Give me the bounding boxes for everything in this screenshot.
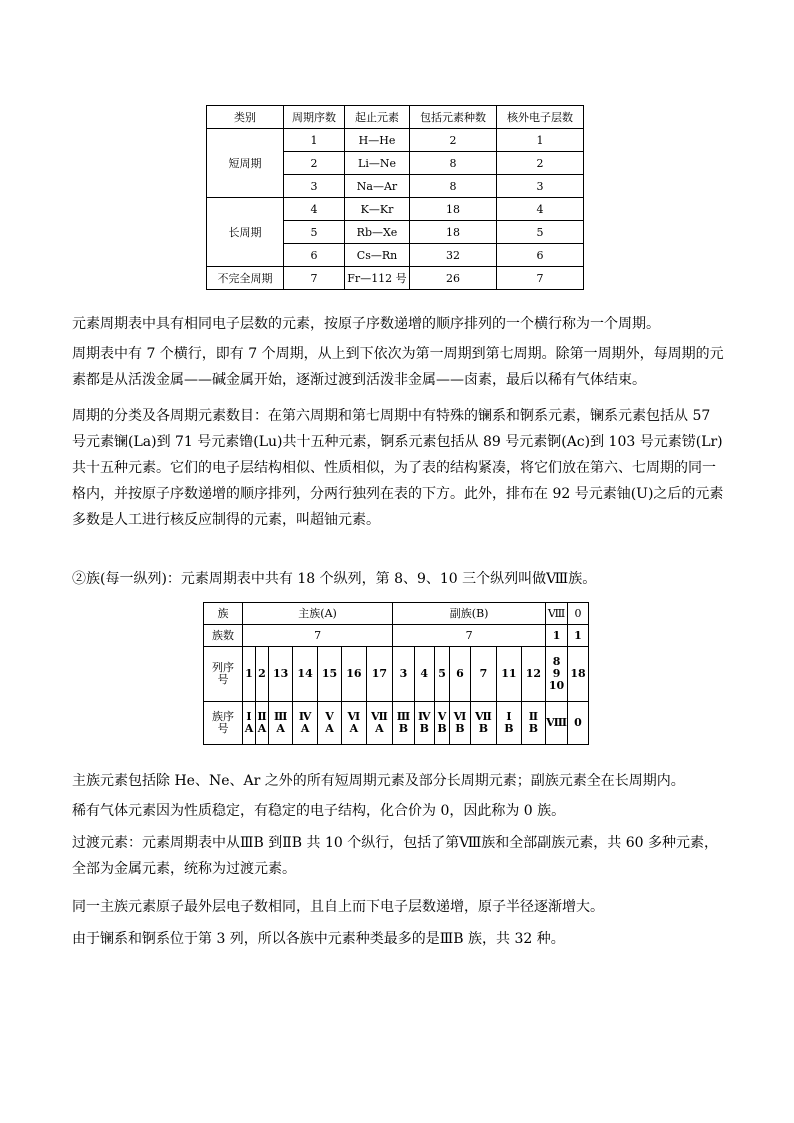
table-cell: 0 [568, 702, 589, 745]
table-cell: 18 [410, 198, 497, 221]
table-cell [366, 702, 393, 745]
table-cell [470, 702, 497, 745]
table-cell: Ⅷ [546, 702, 568, 745]
table-cell: H—He [345, 129, 410, 152]
table-cell: 5 [497, 221, 584, 244]
table-row [204, 603, 589, 625]
table-row [204, 702, 589, 745]
group-table [203, 602, 589, 745]
table-cell [393, 702, 415, 745]
table-cell [497, 702, 521, 745]
table-cell: 4 [497, 198, 584, 221]
table-cell: 16 [342, 647, 366, 702]
cell-text: Ⅰ [246, 710, 252, 723]
table-cell: 族 [204, 603, 243, 625]
table-row [207, 198, 584, 221]
table-cell [342, 702, 366, 745]
table-cell: Rb—Xe [345, 221, 410, 244]
table-cell: 2 [497, 152, 584, 175]
table-cell [450, 702, 470, 745]
table-cell: 5 [434, 647, 449, 702]
cell-text: A [325, 722, 334, 735]
cell-text: Ⅰ [506, 710, 512, 723]
cell-text: 号 [217, 673, 229, 686]
header-cell: 周期序数 [284, 106, 345, 129]
cell-text: B [455, 722, 465, 735]
table-cell [317, 702, 341, 745]
table-cell: 26 [410, 267, 497, 290]
table-cell [521, 702, 545, 745]
table-cell: 3 [284, 175, 345, 198]
cell-text: A [244, 722, 254, 735]
table-cell: 17 [366, 647, 393, 702]
table-cell: Ⅷ [546, 603, 568, 625]
paragraph: 周期表中有 7 个横行，即有 7 个周期，从上到下依次为第一周期到第七周期。除第一周期外，每周期的元素都是从活泼金属——碱金属开始，逐渐过渡到活泼非金属——卤素，最后以稀有气体结束。 [72, 346, 724, 388]
table-cell: 11 [497, 647, 521, 702]
table-cell [293, 702, 317, 745]
table-cell: Cs—Rn [345, 244, 410, 267]
table-cell: 6 [284, 244, 345, 267]
table-cell: 13 [269, 647, 293, 702]
table-cell: 12 [521, 647, 545, 702]
category-cell: 短周期 [207, 129, 284, 198]
table-cell: 1 [243, 647, 256, 702]
table-cell: 8 [410, 152, 497, 175]
cell-text: B [478, 722, 489, 735]
table-cell: 6 [497, 244, 584, 267]
cell-text: Ⅴ [437, 710, 447, 723]
table-cell: 副族(B) [393, 603, 546, 625]
cell-text: Ⅵ [453, 710, 467, 723]
cell-text: B [419, 722, 429, 735]
paragraph: 同一主族元素原子最外层电子数相同，且自上而下电子层数递增，原子半径逐渐增大。 [72, 899, 604, 915]
table-cell: 4 [414, 647, 434, 702]
table-cell: 7 [497, 267, 584, 290]
table-cell [546, 647, 568, 702]
cell-text: 8 [552, 655, 561, 668]
table-header-row [207, 106, 584, 129]
table-cell [256, 702, 269, 745]
cell-text: 10 [548, 679, 565, 692]
table-cell: Li—Ne [345, 152, 410, 175]
period-table [206, 105, 584, 290]
table-cell: 0 [568, 603, 589, 625]
table-cell: 2 [256, 647, 269, 702]
cell-text: A [257, 722, 267, 735]
table-cell: 1 [546, 625, 568, 647]
cell-text: A [375, 722, 384, 735]
category-cell: 长周期 [207, 198, 284, 267]
cell-text: Ⅳ [298, 710, 312, 723]
cell-text: 族序 [212, 710, 234, 723]
cell-text: B [504, 722, 514, 735]
paragraph: 稀有气体元素因为性质稳定，有稳定的电子结构，化合价为 0，因此称为 0 族。 [72, 803, 566, 819]
header-cell: 类别 [207, 106, 284, 129]
header-cell: 包括元素种数 [410, 106, 497, 129]
table-cell: 7 [284, 267, 345, 290]
cell-text: Ⅲ [396, 710, 411, 723]
cell-text: A [349, 722, 359, 735]
cell-text: B [398, 722, 409, 735]
cell-text: Ⅵ [347, 710, 361, 723]
table-cell: 3 [393, 647, 415, 702]
header-cell: 核外电子层数 [497, 106, 584, 129]
table-cell: 1 [568, 625, 589, 647]
cell-text: 号 [217, 722, 229, 735]
table-cell: 族数 [204, 625, 243, 647]
paragraph: 过渡元素：元素周期表中从ⅢB 到ⅡB 共 10 个纵行，包括了第Ⅷ族和全部副族元素，共 60 多种元素，全部为金属元素，统称为过渡元素。 [72, 835, 718, 877]
table-cell: 7 [243, 625, 393, 647]
table-cell: 1 [497, 129, 584, 152]
header-cell: 起止元素 [345, 106, 410, 129]
paragraph: ②族(每一纵列)：元素周期表中共有 18 个纵列，第 8、9、10 三个纵列叫做Ⅷ族。 [72, 571, 597, 587]
table-cell: 3 [497, 175, 584, 198]
table-cell: 6 [450, 647, 470, 702]
table-cell: 主族(A) [243, 603, 393, 625]
table-cell [204, 702, 243, 745]
table-cell [243, 702, 256, 745]
table-cell [414, 702, 434, 745]
cell-text: Ⅶ [370, 710, 388, 723]
cell-text: A [276, 722, 285, 735]
table-cell: 7 [393, 625, 546, 647]
table-cell: 18 [568, 647, 589, 702]
table-cell: 5 [284, 221, 345, 244]
category-cell: 不完全周期 [207, 267, 284, 290]
table-row [204, 647, 589, 702]
table-cell: 2 [284, 152, 345, 175]
cell-text: Ⅲ [273, 710, 288, 723]
paragraph: 周期的分类及各周期元素数目：在第六周期和第七周期中有特殊的镧系和锕系元素，镧系元素包括从 57 号元素镧(La)到 71 号元素镥(Lu)共十五种元素，锕系元素包括从 89 号元素锕(Ac)到 103 号元素铹(Lr)共十五种元素。它们的电子层结构相似、性质相似，为了表的结构紧凑，将它们放在第六、七周期的同一格内，并按原子序数递增的顺序排列，分两行独列在表的下方。此外，排布在 92 号元素铀(U)之后的元素多数是人工进行核反应制得的元素，叫超铀元素。 [72, 408, 724, 528]
cell-text: Ⅱ [528, 710, 538, 723]
cell-text: A [300, 722, 310, 735]
paragraph: 主族元素包括除 He、Ne、Ar 之外的所有短周期元素及部分长周期元素；副族元素全在长周期内。 [72, 773, 685, 789]
table-cell: 18 [410, 221, 497, 244]
table-cell [269, 702, 293, 745]
table-cell: 4 [284, 198, 345, 221]
table-cell: 14 [293, 647, 317, 702]
table-cell: Na—Ar [345, 175, 410, 198]
table-cell: 7 [470, 647, 497, 702]
table-cell: Fr—112 号 [345, 267, 410, 290]
table-cell: 15 [317, 647, 341, 702]
table-cell: 8 [410, 175, 497, 198]
table-cell: 1 [284, 129, 345, 152]
cell-text: 列序 [212, 661, 234, 674]
table-cell: 32 [410, 244, 497, 267]
paragraph: 由于镧系和锕系位于第 3 列，所以各族中元素种类最多的是ⅢB 族，共 32 种。 [72, 931, 565, 947]
cell-text: Ⅳ [418, 710, 431, 723]
table-cell [204, 647, 243, 702]
table-row [204, 625, 589, 647]
table-cell [434, 702, 449, 745]
table-row [207, 267, 584, 290]
table-row [207, 129, 584, 152]
cell-text: 9 [552, 667, 561, 680]
cell-text: Ⅴ [325, 710, 334, 723]
cell-text: Ⅶ [475, 710, 492, 723]
table-cell: 2 [410, 129, 497, 152]
cell-text: B [437, 722, 447, 735]
paragraph: 元素周期表中具有相同电子层数的元素，按原子序数递增的顺序排列的一个横行称为一个周期。 [72, 316, 660, 332]
cell-text: B [528, 722, 538, 735]
table-cell: K—Kr [345, 198, 410, 221]
cell-text: Ⅱ [257, 710, 267, 723]
